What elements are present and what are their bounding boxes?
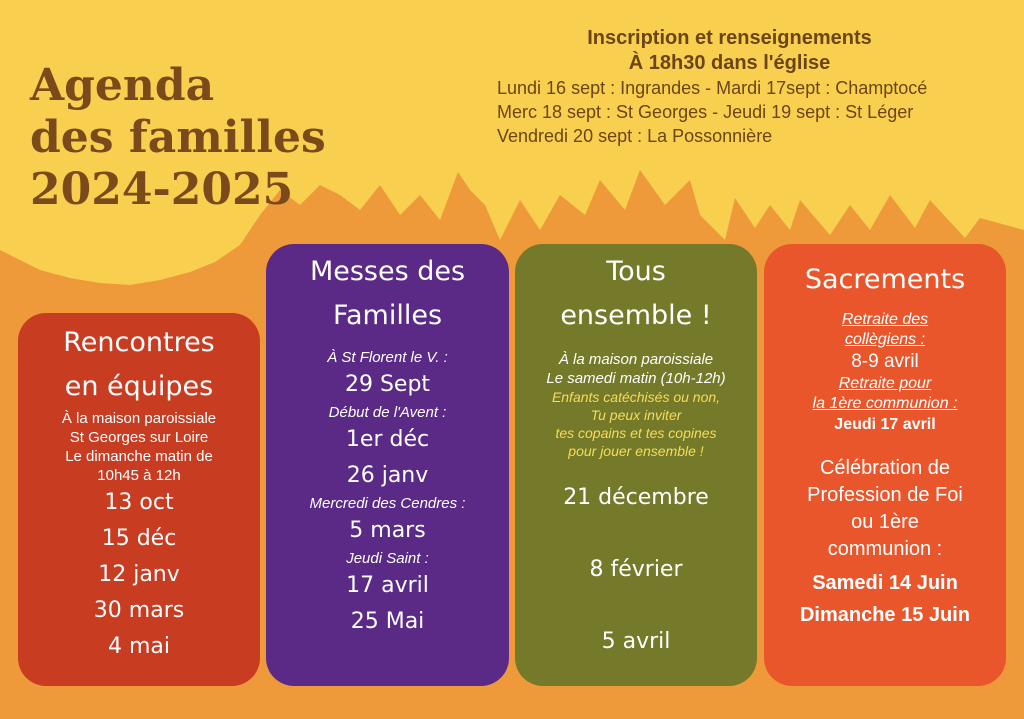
messes-date: 25 Mai: [350, 609, 425, 634]
messes-date: 1er déc: [345, 427, 430, 452]
ensemble-title-2: ensemble !: [560, 300, 712, 331]
retreat-1-line: Retraite des: [841, 311, 929, 328]
ensemble-title-1: Tous: [606, 256, 666, 287]
retreat-2-line: la 1ère communion :: [812, 395, 958, 412]
ensemble-card: [515, 244, 757, 686]
messes-date: 5 mars: [349, 518, 426, 543]
celebration-line: ou 1ère: [851, 511, 919, 533]
info-heading-2: À 18h30 dans l'église: [628, 52, 831, 74]
messes-label: Jeudi Saint :: [346, 550, 429, 567]
rencontres-date: 13 oct: [104, 490, 174, 515]
messes-label: À St Florent le V. :: [327, 349, 448, 366]
rencontres-title-1: Rencontres: [63, 327, 215, 358]
title-line-3: 2024-2025: [30, 164, 294, 215]
messes-label: Mercredi des Cendres :: [309, 495, 466, 512]
messes-card: [266, 244, 509, 686]
ensemble-note: tes copains et tes copines: [555, 425, 717, 441]
rencontres-date: 30 mars: [93, 598, 185, 623]
retreat-2-date: Jeudi 17 avril: [834, 416, 936, 433]
rencontres-title-2: en équipes: [64, 371, 214, 402]
ensemble-note: Enfants catéchisés ou non,: [551, 389, 721, 405]
sacrements-title: Sacrements: [804, 264, 966, 295]
messes-title-2: Familles: [332, 300, 443, 331]
registration-info: [497, 26, 1017, 148]
messes-date: 29 Sept: [344, 372, 431, 397]
ensemble-note: Tu peux inviter: [590, 407, 682, 423]
rencontres-place-2: St Georges sur Loire: [69, 429, 209, 446]
messes-title-1: Messes des: [309, 256, 466, 287]
page-title: [30, 60, 326, 216]
celebration-date: Dimanche 15 Juin: [799, 604, 971, 626]
retreat-2-line: Retraite pour: [838, 375, 932, 392]
ensemble-date: 21 décembre: [563, 485, 709, 510]
celebration-date: Samedi 14 Juin: [812, 572, 958, 594]
messes-date: 26 janv: [346, 463, 429, 488]
messes-label: Début de l'Avent :: [328, 404, 447, 421]
info-line: Vendredi 20 sept : La Possonnière: [497, 126, 773, 146]
ensemble-date: 5 avril: [601, 629, 671, 654]
title-line-2: des familles: [30, 112, 326, 163]
title-line-1: Agenda: [30, 60, 215, 111]
celebration-line: Célébration de: [819, 457, 951, 479]
sacrements-card: [764, 244, 1006, 686]
ensemble-note: pour jouer ensemble !: [568, 443, 704, 459]
retreat-1-line: collègiens :: [844, 331, 926, 348]
rencontres-date: 4 mai: [107, 634, 170, 659]
rencontres-time-1: Le dimanche matin de: [65, 448, 213, 465]
celebration-line: communion :: [827, 538, 943, 560]
celebration-line: Profession de Foi: [807, 484, 963, 506]
info-line: Merc 18 sept : St Georges - Jeudi 19 sept : St Léger: [497, 102, 914, 122]
info-heading-1: Inscription et renseignements: [587, 27, 872, 49]
ensemble-place: À la maison paroissiale: [558, 351, 714, 368]
retreat-1-date: 8-9 avril: [851, 351, 919, 372]
ensemble-date: 8 février: [589, 557, 683, 582]
ensemble-time: Le samedi matin (10h-12h): [546, 370, 726, 387]
rencontres-place-1: À la maison paroissiale: [61, 410, 217, 427]
rencontres-card: [18, 313, 260, 686]
rencontres-time-2: 10h45 à 12h: [97, 467, 181, 484]
messes-date: 17 avril: [346, 573, 429, 598]
rencontres-date: 15 déc: [101, 526, 177, 551]
rencontres-date: 12 janv: [98, 562, 180, 587]
info-line: Lundi 16 sept : Ingrandes - Mardi 17sept : Champtocé: [497, 78, 928, 98]
